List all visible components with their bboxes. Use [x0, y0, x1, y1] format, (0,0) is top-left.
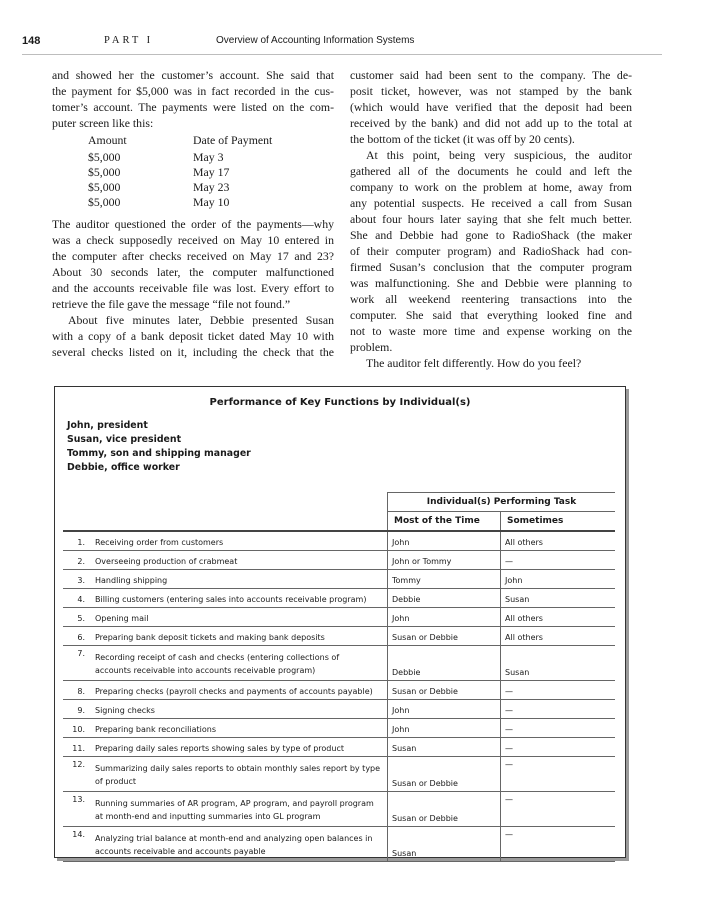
table-row: [63, 757, 615, 792]
text-line: not to waste more time and expense working on the: [350, 324, 632, 338]
key-functions-exhibit: [54, 386, 626, 858]
task-number: 5.: [63, 608, 91, 627]
task-description: Billing customers (entering sales into accounts receivable program): [91, 589, 388, 608]
sometimes-cell: —: [501, 681, 616, 700]
table-row: [63, 551, 615, 570]
text-line: About 30 seconds later, the computer malfunctioned: [52, 265, 334, 279]
person-item: Debbie, office worker: [67, 462, 180, 473]
task-number: 3.: [63, 570, 91, 589]
text-line: She and Debbie had gone to RadioShack (the maker: [350, 228, 632, 242]
paragraph-auditor-question: [52, 216, 334, 312]
sometimes-cell: —: [501, 551, 616, 570]
task-number: 2.: [63, 551, 91, 570]
task-number: 10.: [63, 719, 91, 738]
text-line: any potential suspects. He received a call from Susan: [350, 196, 632, 210]
functions-table: [63, 492, 615, 862]
table-row: [63, 589, 615, 608]
page-number: 148: [22, 35, 41, 47]
text-line: received by the bank) and did not add up to the total at: [350, 116, 632, 130]
table-row: [63, 700, 615, 719]
task-description: [91, 757, 388, 792]
people-list: [67, 419, 251, 475]
payments-header-amount: Amount: [88, 133, 127, 147]
task-number: 9.: [63, 700, 91, 719]
payment-row: [88, 195, 272, 210]
text-line: work all weekend reentering transactions into the: [350, 292, 632, 306]
sometimes-cell: John: [501, 570, 616, 589]
column-header-sometimes: Sometimes: [501, 512, 616, 532]
sometimes-cell: All others: [501, 531, 616, 551]
text-line: customer said had been sent to the company. The de-: [350, 68, 632, 82]
text-line: retrieve the file gave the message “file not found.”: [52, 297, 291, 311]
paragraph-suspicious-auditor: [350, 147, 632, 355]
task-line: Summarizing daily sales reports to obtain monthly sales report by type: [95, 764, 381, 773]
payment-row: [88, 165, 272, 180]
text-line: the bottom of the ticket (it was off by 20 cents).: [350, 132, 575, 146]
task-number: 6.: [63, 627, 91, 646]
table-row: [63, 719, 615, 738]
task-number: 1.: [63, 531, 91, 551]
task-number: 11.: [63, 738, 91, 757]
task-number: 7.: [63, 646, 91, 681]
payment-amount: $5,000: [88, 165, 121, 179]
task-line: at month-end and inputting summaries into GL program: [95, 812, 321, 821]
text-line: At this point, being very suspicious, the auditor: [366, 148, 632, 162]
table-row: [63, 646, 615, 681]
paragraph-intro: [52, 67, 334, 131]
payment-row: [88, 180, 272, 195]
task-description: Preparing bank deposit tickets and making bank deposits: [91, 627, 388, 646]
task-description: Handling shipping: [91, 570, 388, 589]
text-line: and showed her the customer’s account. She said that: [52, 68, 334, 82]
table-row: [63, 608, 615, 627]
text-line: was malfunctioning. She and Debbie were planning to: [350, 276, 632, 290]
part-label: PART I: [104, 35, 154, 46]
sometimes-cell: Susan: [501, 589, 616, 608]
text-line: company to work on the problem at home, away from: [350, 180, 632, 194]
most-of-time-cell: John: [388, 531, 501, 551]
task-description: [91, 792, 388, 827]
person-item: Susan, vice president: [67, 434, 182, 445]
most-of-time-cell: Tommy: [388, 570, 501, 589]
payment-row: [88, 150, 272, 165]
task-line: Running summaries of AR program, AP program, and payroll program: [95, 799, 374, 808]
payments-header-date: Date of Payment: [193, 133, 273, 147]
sometimes-cell: —: [501, 792, 616, 827]
text-line: (which would have verified that the deposit had been: [350, 100, 632, 114]
table-row: [63, 531, 615, 551]
most-of-time-cell: John: [388, 719, 501, 738]
paragraph-closing-question: The auditor felt differently. How do you feel?: [366, 356, 582, 370]
column-header-most: Most of the Time: [388, 512, 501, 532]
person-item: John, president: [67, 420, 148, 431]
text-line: the payment for $5,000 was in fact recorded in the cus-: [52, 84, 334, 98]
most-of-time-cell: Susan or Debbie: [388, 792, 501, 827]
sometimes-cell: —: [501, 757, 616, 792]
text-line: gathered all of the documents he could and left the: [350, 164, 632, 178]
task-number: 8.: [63, 681, 91, 700]
sometimes-cell: All others: [501, 608, 616, 627]
table-row: [63, 627, 615, 646]
text-line: firmed Susan’s conclusion that the computer program: [350, 260, 632, 274]
text-line: posit ticket, however, was not stamped by the bank: [350, 84, 632, 98]
paragraph-deposit-ticket: [52, 312, 334, 360]
most-of-time-cell: John: [388, 700, 501, 719]
task-number: 12.: [63, 757, 91, 792]
payment-date: May 17: [193, 165, 230, 179]
text-line: The auditor questioned the order of the payments—why: [52, 217, 334, 231]
most-of-time-cell: Susan: [388, 738, 501, 757]
most-of-time-cell: Debbie: [388, 589, 501, 608]
sometimes-cell: —: [501, 700, 616, 719]
text-line: of their computer program) and RadioShack had con-: [350, 244, 632, 258]
payments-table: [88, 133, 272, 210]
paragraph-deposit-continued: [350, 67, 632, 147]
table-row: [63, 570, 615, 589]
most-of-time-cell: John: [388, 608, 501, 627]
text-line: and the accounts receivable file was lost. Every effort to: [52, 281, 334, 295]
task-description: Overseeing production of crabmeat: [91, 551, 388, 570]
text-line: problem.: [350, 340, 393, 354]
payment-date: May 3: [193, 150, 224, 164]
text-line: puter screen like this:: [52, 116, 154, 130]
task-description: Preparing bank reconciliations: [91, 719, 388, 738]
task-number: 14.: [63, 827, 91, 862]
most-of-time-cell: Susan or Debbie: [388, 627, 501, 646]
text-line: computer. She said that everything looked fine and: [350, 308, 632, 322]
text-line: with a copy of a bank deposit ticket dated May 10 with: [52, 329, 334, 343]
task-description: Receiving order from customers: [91, 531, 388, 551]
text-line: about four hours later saying that she felt much better.: [350, 212, 632, 226]
most-of-time-cell: Susan: [388, 827, 501, 862]
task-description: Preparing daily sales reports showing sales by type of product: [91, 738, 388, 757]
text-line: tomer’s account. The payments were listed on the com-: [52, 100, 334, 114]
left-column: [52, 67, 334, 360]
task-line: Recording receipt of cash and checks (entering collections of: [95, 653, 340, 662]
payment-amount: $5,000: [88, 180, 121, 194]
task-description: [91, 827, 388, 862]
table-row: [63, 681, 615, 700]
task-line: accounts receivable into accounts receivable program): [95, 666, 316, 675]
sometimes-cell: Susan: [501, 646, 616, 681]
sometimes-cell: —: [501, 738, 616, 757]
exhibit-title: Performance of Key Functions by Individual(s): [209, 397, 471, 408]
task-description: Signing checks: [91, 700, 388, 719]
sometimes-cell: —: [501, 827, 616, 862]
most-of-time-cell: Susan or Debbie: [388, 681, 501, 700]
task-description: Preparing checks (payroll checks and payments of accounts payable): [91, 681, 388, 700]
text-line: About five minutes later, Debbie presented Susan: [68, 313, 334, 327]
task-description: [91, 646, 388, 681]
task-description: Opening mail: [91, 608, 388, 627]
payment-date: May 10: [193, 195, 230, 209]
text-line: several checks listed on it, including the check that the: [52, 345, 334, 359]
payment-amount: $5,000: [88, 150, 121, 164]
section-title: Overview of Accounting Information Systems: [216, 35, 415, 46]
task-line: accounts receivable and accounts payable: [95, 847, 266, 856]
table-row: [63, 792, 615, 827]
sometimes-cell: All others: [501, 627, 616, 646]
table-row: [63, 827, 615, 862]
payment-amount: $5,000: [88, 195, 121, 209]
task-line: of product: [95, 777, 137, 786]
person-item: Tommy, son and shipping manager: [67, 448, 251, 459]
page-header: [22, 32, 662, 55]
text-line: was a check supposedly received on May 10 entered in: [52, 233, 334, 247]
right-column: [350, 67, 632, 371]
most-of-time-cell: John or Tommy: [388, 551, 501, 570]
payment-date: May 23: [193, 180, 230, 194]
most-of-time-cell: Susan or Debbie: [388, 757, 501, 792]
text-line: the computer after checks received on May 17 and 23?: [52, 249, 334, 263]
task-number: 4.: [63, 589, 91, 608]
sometimes-cell: —: [501, 719, 616, 738]
task-number: 13.: [63, 792, 91, 827]
table-row: [63, 738, 615, 757]
most-of-time-cell: Debbie: [388, 646, 501, 681]
group-header: Individual(s) Performing Task: [388, 493, 616, 512]
task-line: Analyzing trial balance at month-end and analyzing open balances in: [95, 834, 373, 843]
